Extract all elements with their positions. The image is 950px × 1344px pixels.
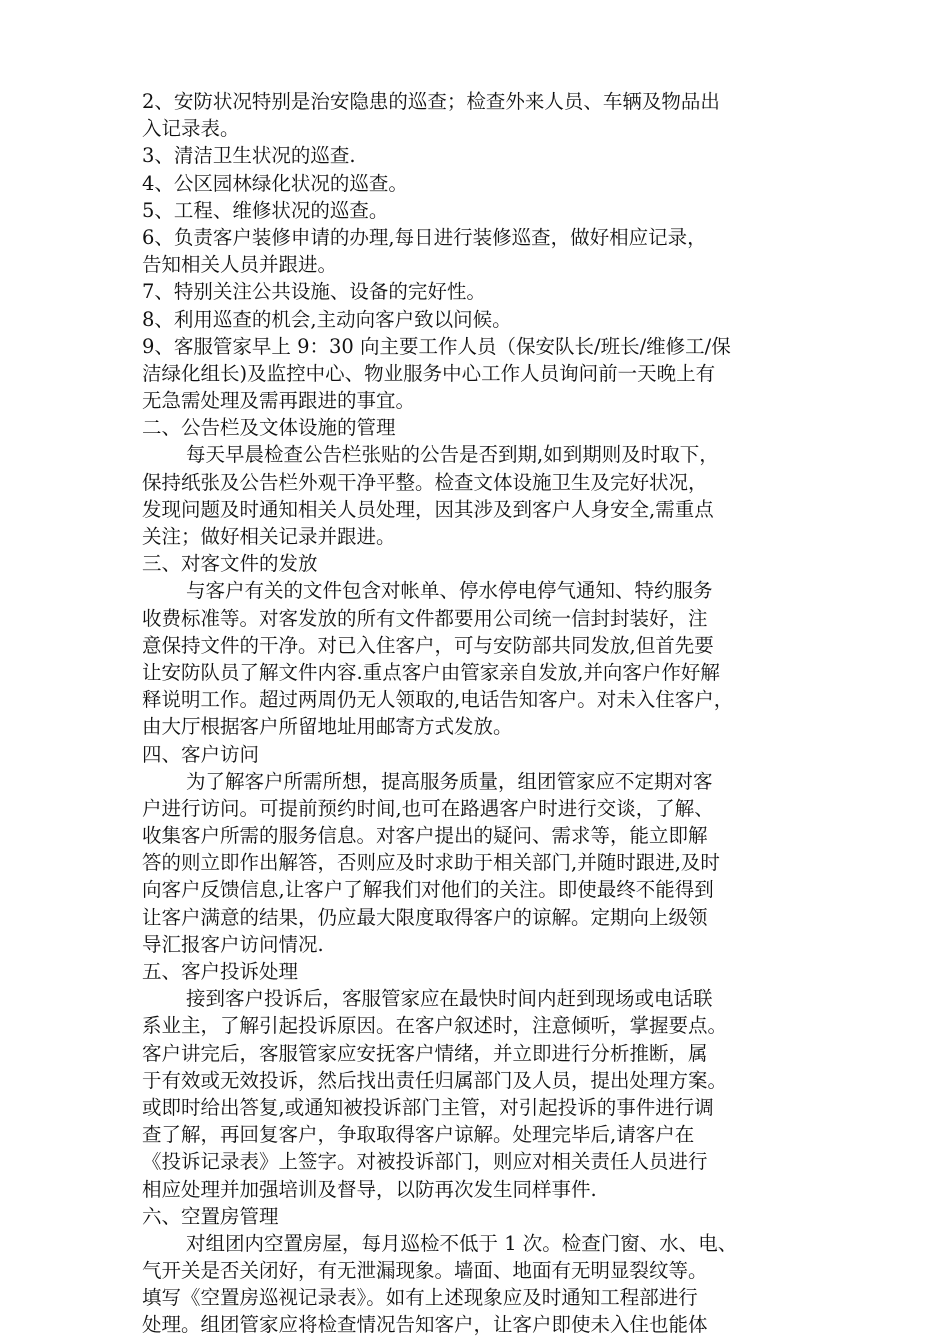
text-line: 客户讲完后，客服管家应安抚客户情绪，并立即进行分析推断，属 <box>142 1041 708 1065</box>
text-line: 让客户满意的结果，仍应最大限度取得客户的谅解。定期向上级领 <box>142 905 708 929</box>
text-line: 填写《空置房巡视记录表》。如有上述现象应及时通知工程部进行 <box>142 1286 698 1310</box>
text-line: 处理。组团管家应将检查情况告知客户，让客户即使未入住也能体 <box>142 1313 708 1337</box>
text-line: 查了解，再回复客户，争取取得客户谅解。处理完毕后,请客户在 <box>142 1123 695 1147</box>
text-line: 气开关是否关闭好，有无泄漏现象。墙面、地面有无明显裂纹等。 <box>142 1259 708 1283</box>
text-line: 让安防队员了解文件内容.重点客户由管家亲自发放,并向客户作好解 <box>142 660 720 684</box>
text-line: 5、工程、维修状况的巡查。 <box>142 198 389 222</box>
text-line: 六、空置房管理 <box>142 1204 279 1228</box>
text-line: 向客户反馈信息,让客户了解我们对他们的关注。即使最终不能得到 <box>142 878 714 902</box>
text-line: 为了解客户所需所想，提高服务质量，组团管家应不定期对客 <box>186 769 713 793</box>
document-body <box>142 88 812 1339</box>
text-line: 意保持文件的干净。对已入住客户，可与安防部共同发放,但首先要 <box>142 633 714 657</box>
text-line: 于有效或无效投诉，然后找出责任归属部门及人员，提出处理方案。 <box>142 1068 728 1092</box>
text-line: 释说明工作。超过两周仍无人领取的,电话告知客户。对未入住客户， <box>142 688 734 712</box>
text-line: 二、公告栏及文体设施的管理 <box>142 416 396 440</box>
text-line: 收费标准等。对客发放的所有文件都要用公司统一信封封装好，注 <box>142 606 708 630</box>
text-line: 户进行访问。可提前预约时间,也可在路遇客户时进行交谈，了解、 <box>142 796 714 820</box>
text-line: 对组团内空置房屋，每月巡检不低于 1 次。检查门窗、水、电、 <box>186 1231 738 1255</box>
text-line: 答的则立即作出解答，否则应及时求助于相关部门,并随时跟进,及时 <box>142 851 720 875</box>
text-line: 导汇报客户访问情况. <box>142 932 324 956</box>
text-line: 无急需处理及需再跟进的事宜。 <box>142 389 416 413</box>
text-line: 8、利用巡查的机会,主动向客户致以问候。 <box>142 307 512 331</box>
text-line: 五、客户投诉处理 <box>142 960 299 983</box>
text-line: 洁绿化组长)及监控中心、物业服务中心工作人员询问前一天晚上有 <box>142 361 716 385</box>
text-line: 4、公区园林绿化状况的巡查。 <box>142 171 408 195</box>
text-line: 发现问题及时通知相关人员处理，因其涉及到客户人身安全,需重点 <box>142 497 714 521</box>
text-line: 保持纸张及公告栏外观干净平整。检查文体设施卫生及完好状况， <box>142 470 708 494</box>
text-line: 相应处理并加强培训及督导，以防再次发生同样事件. <box>142 1177 597 1201</box>
text-line: 系业主，了解引起投诉原因。在客户叙述时，注意倾听，掌握要点。 <box>142 1014 728 1038</box>
text-line: 告知相关人员并跟进。 <box>142 253 338 277</box>
text-line: 三、对客文件的发放 <box>142 552 318 576</box>
text-line: 关注；做好相关记录并跟进。 <box>142 525 396 548</box>
text-line: 6、负责客户装修申请的办理,每日进行装修巡查，做好相应记录， <box>142 225 707 249</box>
text-line: 9、客服管家早上 9：30 向主要工作人员（保安队长/班长/维修工/保 <box>142 334 731 358</box>
text-line: 接到客户投诉后，客服管家应在最快时间内赶到现场或电话联 <box>186 987 713 1011</box>
text-line: 7、特别关注公共设施、设备的完好性。 <box>142 280 486 304</box>
text-line: 收集客户所需的服务信息。对客户提出的疑问、需求等，能立即解 <box>142 824 708 848</box>
text-line: 3、清洁卫生状况的巡查. <box>142 144 356 168</box>
text-line: 2、安防状况特别是治安隐患的巡查；检查外来人员、车辆及物品出 <box>142 90 720 113</box>
text-line: 《投诉记录表》上签字。对被投诉部门，则应对相关责任人员进行 <box>142 1150 708 1174</box>
text-line: 与客户有关的文件包含对帐单、停水停电停气通知、特约服务 <box>186 579 713 603</box>
text-line: 或即时给出答复,或通知被投诉部门主管，对引起投诉的事件进行调 <box>142 1095 714 1119</box>
text-line: 四、客户访问 <box>142 742 260 766</box>
text-line: 由大厅根据客户所留地址用邮寄方式发放。 <box>142 715 513 739</box>
text-line: 每天早晨检查公告栏张贴的公告是否到期,如到期则及时取下， <box>186 443 719 467</box>
text-line: 入记录表。 <box>142 117 240 141</box>
